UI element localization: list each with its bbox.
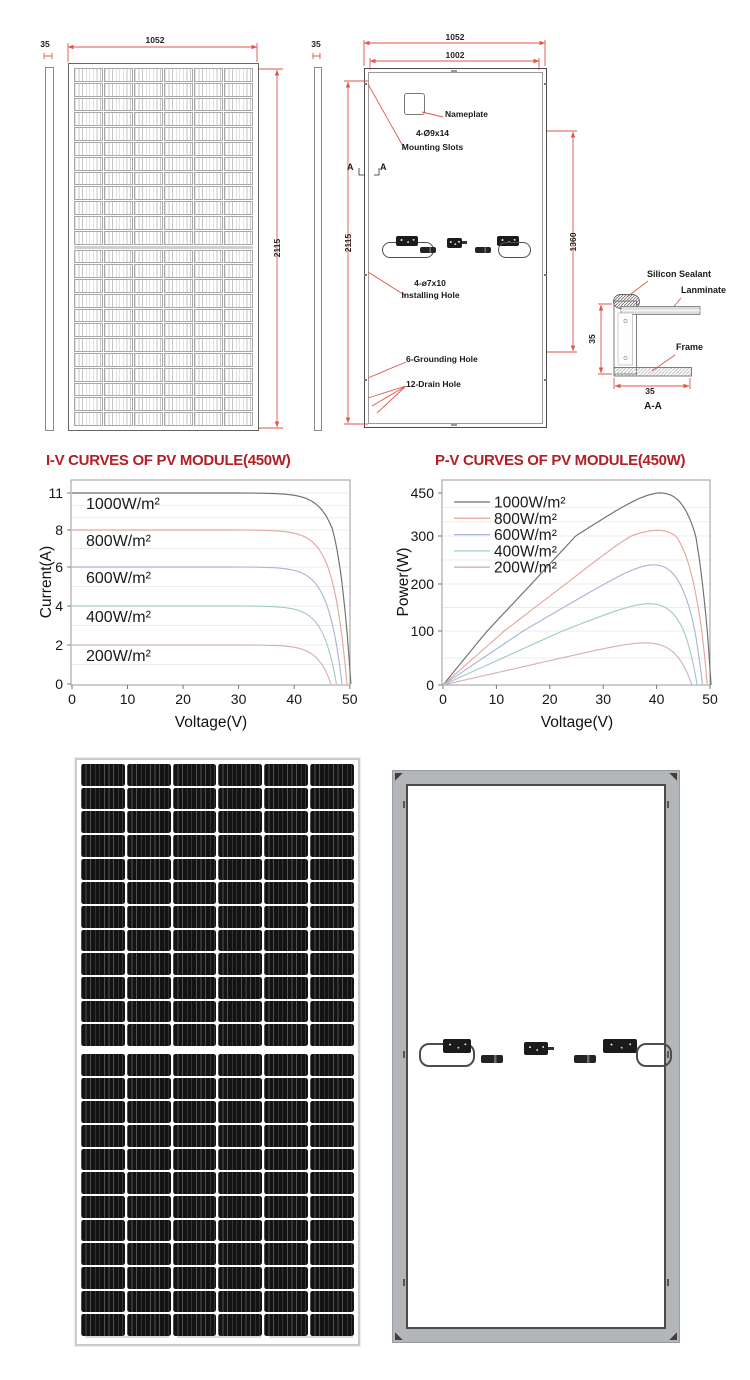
x-tick-label: 10 <box>488 691 505 707</box>
frame-edge-mark <box>85 1336 169 1338</box>
nameplate-leader <box>422 112 443 117</box>
solar-cell <box>264 1024 308 1046</box>
solar-cell <box>218 977 262 999</box>
solar-cell <box>81 930 125 952</box>
solar-cell <box>127 930 171 952</box>
solar-cell <box>264 1196 308 1218</box>
legend-label: 600W/m² <box>494 527 557 545</box>
half-cell-divider <box>81 1048 354 1052</box>
solar-cell <box>127 977 171 999</box>
junction-box-left <box>443 1039 471 1053</box>
solar-cell <box>218 1149 262 1171</box>
section-cut-marks <box>359 168 379 175</box>
solar-cell <box>310 1054 354 1076</box>
section-mark-a-left: A <box>347 162 354 172</box>
solar-cell <box>81 1024 125 1046</box>
front-photo-cell-grid <box>81 764 354 1336</box>
solar-cell <box>127 906 171 928</box>
dim-2115-rear: 2115 <box>343 233 353 253</box>
solar-cell <box>81 1196 125 1218</box>
solar-cell <box>127 1267 171 1289</box>
solar-cell <box>81 1078 125 1100</box>
drain-hole-leaders <box>368 386 406 413</box>
solar-cell <box>173 953 217 975</box>
solar-cell <box>173 1220 217 1242</box>
solar-cell <box>310 1314 354 1336</box>
corner-screw-icon <box>668 1331 677 1340</box>
solar-cell <box>173 1024 217 1046</box>
solar-cell <box>264 1054 308 1076</box>
installing-hole-line2: Installing Hole <box>401 290 460 300</box>
solar-cell <box>127 953 171 975</box>
solar-cell <box>81 764 125 786</box>
dim-1002-rear: 1002 <box>445 50 465 60</box>
solar-cell <box>173 906 217 928</box>
solar-cell <box>310 1078 354 1100</box>
mounting-hole-mark <box>403 801 405 808</box>
solar-cell <box>310 1024 354 1046</box>
solar-cell <box>218 788 262 810</box>
solar-cell <box>127 859 171 881</box>
x-tick-label: 20 <box>542 691 558 707</box>
solar-cell <box>264 930 308 952</box>
solar-cell <box>81 1220 125 1242</box>
module-rear-photo <box>392 770 680 1343</box>
solar-cell <box>310 1220 354 1242</box>
solar-cell <box>310 906 354 928</box>
solar-cell <box>173 1314 217 1336</box>
solar-cell <box>264 859 308 881</box>
legend-label: 800W/m² <box>494 510 557 528</box>
pv-x-axis-title: Voltage(V) <box>540 714 614 731</box>
y-tick-label: 0 <box>426 677 434 693</box>
solar-cell <box>81 1314 125 1336</box>
solar-cell <box>264 906 308 928</box>
solar-cell <box>218 930 262 952</box>
solar-cell <box>310 811 354 833</box>
legend-label: 200W/m² <box>494 559 557 577</box>
solar-cell <box>264 1243 308 1265</box>
y-tick-label: 4 <box>55 598 63 614</box>
x-tick-label: 0 <box>439 691 447 707</box>
frame-label: Frame <box>676 342 704 352</box>
legend-label: 400W/m² <box>494 543 557 561</box>
solar-cell <box>81 953 125 975</box>
solar-cell <box>173 1196 217 1218</box>
solar-cell <box>310 859 354 881</box>
y-tick-label: 2 <box>55 637 63 653</box>
solar-cell <box>173 811 217 833</box>
solar-cell <box>127 788 171 810</box>
x-tick-label: 50 <box>702 691 718 707</box>
solar-cell <box>264 953 308 975</box>
solar-cell <box>310 1149 354 1171</box>
solar-cell <box>127 1149 171 1171</box>
solar-cell <box>310 953 354 975</box>
solar-cell <box>127 764 171 786</box>
connector-stub <box>548 1047 554 1050</box>
corner-screw-icon <box>395 773 404 782</box>
solar-cell <box>264 1172 308 1194</box>
mounting-slots-line2: Mounting Slots <box>401 142 464 152</box>
laminate-label: Lanminate <box>681 285 727 295</box>
solar-cell <box>264 1101 308 1123</box>
solar-cell <box>218 859 262 881</box>
solar-cell <box>81 835 125 857</box>
y-tick-label: 6 <box>55 559 63 575</box>
solar-cell <box>218 1001 262 1023</box>
iv-x-axis-title: Voltage(V) <box>174 714 248 731</box>
installing-hole-line1: 4-ø7x10 <box>414 278 446 288</box>
solar-cell <box>264 764 308 786</box>
solar-cell <box>218 1291 262 1313</box>
solar-cell <box>310 882 354 904</box>
solar-cell <box>218 764 262 786</box>
series-label: 200W/m² <box>86 648 151 665</box>
grounding-hole-leader <box>368 362 406 378</box>
y-tick-label: 100 <box>410 623 434 639</box>
junction-box-right <box>603 1039 637 1053</box>
red-dimension-lines <box>44 40 690 428</box>
solar-cell <box>81 859 125 881</box>
solar-cell <box>173 1078 217 1100</box>
solar-cell <box>173 764 217 786</box>
solar-cell <box>173 977 217 999</box>
dim-35-left: 35 <box>40 39 50 49</box>
solar-cell <box>81 1001 125 1023</box>
iv-curves-chart <box>26 450 378 748</box>
mounting-hole-mark <box>403 1051 405 1058</box>
x-tick-label: 50 <box>342 691 358 707</box>
x-tick-label: 40 <box>648 691 665 707</box>
dim-35-right: 35 <box>311 39 321 49</box>
solar-cell <box>127 1314 171 1336</box>
solar-cell <box>127 1001 171 1023</box>
solar-cell <box>81 1101 125 1123</box>
x-tick-label: 20 <box>175 691 191 707</box>
solar-cell <box>264 811 308 833</box>
solar-cell <box>127 1078 171 1100</box>
solar-cell <box>81 1172 125 1194</box>
corner-screw-icon <box>395 1331 404 1340</box>
mounting-slots-leader <box>368 84 404 148</box>
frame-edge-mark <box>177 1336 261 1338</box>
solar-cell <box>264 1001 308 1023</box>
solar-cell <box>218 1220 262 1242</box>
solar-cell <box>310 977 354 999</box>
solar-cell <box>218 953 262 975</box>
solar-cell <box>310 930 354 952</box>
mounting-hole-mark <box>403 1279 405 1286</box>
pv-chart-title: P-V CURVES OF PV MODULE(450W) <box>435 452 686 469</box>
module-front-photo <box>75 758 360 1346</box>
solar-cell <box>218 1267 262 1289</box>
legend-label: 1000W/m² <box>494 494 566 512</box>
solar-cell <box>173 1267 217 1289</box>
solar-cell <box>127 1243 171 1265</box>
series-label: 800W/m² <box>86 533 151 550</box>
solar-cell <box>81 1149 125 1171</box>
y-tick-label: 8 <box>55 522 63 538</box>
solar-cell <box>310 835 354 857</box>
y-tick-label: 450 <box>410 485 434 501</box>
section-view-label: A-A <box>644 401 662 412</box>
solar-cell <box>173 1101 217 1123</box>
solar-cell <box>81 1267 125 1289</box>
solar-cell <box>264 1149 308 1171</box>
solar-cell <box>127 1291 171 1313</box>
solar-cell <box>218 906 262 928</box>
solar-cell <box>173 835 217 857</box>
x-tick-label: 30 <box>595 691 611 707</box>
solar-cell <box>264 1078 308 1100</box>
solar-cell <box>218 1078 262 1100</box>
solar-cell <box>127 1024 171 1046</box>
solar-cell <box>264 1314 308 1336</box>
solar-cell <box>264 1267 308 1289</box>
solar-cell <box>218 1172 262 1194</box>
solar-cell <box>127 835 171 857</box>
mounting-hole-mark <box>667 1279 669 1286</box>
dimension-lines-overlay <box>0 0 750 440</box>
silicon-sealant-label: Silicon Sealant <box>647 269 712 279</box>
pv-y-axis-title: Power(W) <box>395 547 412 617</box>
solar-cell <box>173 1149 217 1171</box>
dim-1360-rear: 1360 <box>568 232 578 252</box>
x-tick-label: 10 <box>119 691 136 707</box>
solar-cell <box>310 1267 354 1289</box>
solar-cell <box>81 788 125 810</box>
solar-cell <box>81 977 125 999</box>
solar-cell <box>127 1220 171 1242</box>
solar-cell <box>81 906 125 928</box>
nameplate-label: Nameplate <box>445 109 488 119</box>
series-label: 600W/m² <box>86 570 151 587</box>
dim-1052-rear: 1052 <box>445 32 465 42</box>
solar-cell <box>264 1291 308 1313</box>
connector-left <box>481 1055 503 1063</box>
solar-cell <box>127 1054 171 1076</box>
solar-cell <box>264 1125 308 1147</box>
solar-cell <box>264 835 308 857</box>
series-label: 400W/m² <box>86 609 151 626</box>
solar-cell <box>173 1054 217 1076</box>
solar-cell <box>81 811 125 833</box>
dim-1052-front: 1052 <box>145 35 165 45</box>
x-tick-label: 0 <box>68 691 76 707</box>
connector-right <box>574 1055 596 1063</box>
y-tick-label: 11 <box>48 485 63 501</box>
solar-cell <box>218 1024 262 1046</box>
solar-cell <box>81 882 125 904</box>
series-label: 1000W/m² <box>86 496 160 513</box>
solar-cell <box>264 977 308 999</box>
solar-cell <box>173 1243 217 1265</box>
solar-cell <box>173 1172 217 1194</box>
solar-cell <box>218 1196 262 1218</box>
solar-cell <box>264 788 308 810</box>
solar-cell <box>173 882 217 904</box>
y-tick-label: 0 <box>55 676 63 692</box>
y-tick-label: 300 <box>410 528 434 544</box>
solar-cell <box>264 1220 308 1242</box>
solar-cell <box>127 1125 171 1147</box>
solar-cell <box>310 764 354 786</box>
iv-plot-area <box>26 450 378 748</box>
solar-cell <box>81 1243 125 1265</box>
solar-cell <box>264 882 308 904</box>
solar-cell <box>218 882 262 904</box>
solar-cell <box>173 1291 217 1313</box>
dim-35-section-height: 35 <box>587 334 597 344</box>
dim-35-section-width: 35 <box>645 386 655 396</box>
dim-2115-front: 2115 <box>272 238 282 258</box>
cable-loop-right <box>636 1043 672 1067</box>
frame-flange <box>614 368 692 377</box>
solar-cell <box>173 1001 217 1023</box>
corner-screw-icon <box>668 773 677 782</box>
solar-cell <box>173 859 217 881</box>
solar-cell <box>218 1101 262 1123</box>
drain-hole-label: 12-Drain Hole <box>406 379 461 389</box>
solar-cell <box>127 882 171 904</box>
solar-cell <box>310 1291 354 1313</box>
solar-cell <box>218 1125 262 1147</box>
solar-cell <box>310 788 354 810</box>
solar-cell <box>218 811 262 833</box>
solar-cell <box>218 1243 262 1265</box>
frame-edge-mark <box>269 1336 353 1338</box>
solar-cell <box>127 1196 171 1218</box>
solar-cell <box>173 930 217 952</box>
section-mark-a-right: A <box>380 162 387 172</box>
solar-cell <box>310 1243 354 1265</box>
solar-cell <box>127 1101 171 1123</box>
solar-cell <box>310 1125 354 1147</box>
solar-cell <box>81 1291 125 1313</box>
solar-cell <box>127 811 171 833</box>
solar-cell <box>310 1196 354 1218</box>
series-curve-200W/m² <box>443 643 692 685</box>
solar-cell <box>310 1101 354 1123</box>
y-tick-label: 200 <box>410 576 434 592</box>
pv-curves-chart <box>390 450 742 748</box>
mounting-hole-mark <box>667 801 669 808</box>
iv-y-axis-title: Current(A) <box>38 545 55 619</box>
x-tick-label: 40 <box>286 691 302 707</box>
mounting-slots-line1: 4-Ø9x14 <box>415 128 450 138</box>
x-tick-label: 30 <box>230 691 247 707</box>
solar-cell <box>81 1125 125 1147</box>
solar-cell <box>173 788 217 810</box>
section-profile <box>614 295 704 377</box>
solar-cell <box>127 1172 171 1194</box>
solar-cell <box>218 1314 262 1336</box>
solar-cell <box>218 1054 262 1076</box>
pv-plot-area <box>390 450 742 748</box>
solar-cell <box>310 1172 354 1194</box>
solar-cell <box>310 1001 354 1023</box>
grounding-hole-label: 6-Grounding Hole <box>406 354 478 364</box>
solar-cell <box>173 1125 217 1147</box>
solar-cell <box>81 1054 125 1076</box>
junction-box-center <box>524 1042 548 1055</box>
iv-chart-title: I-V CURVES OF PV MODULE(450W) <box>46 452 291 469</box>
solar-cell <box>218 835 262 857</box>
